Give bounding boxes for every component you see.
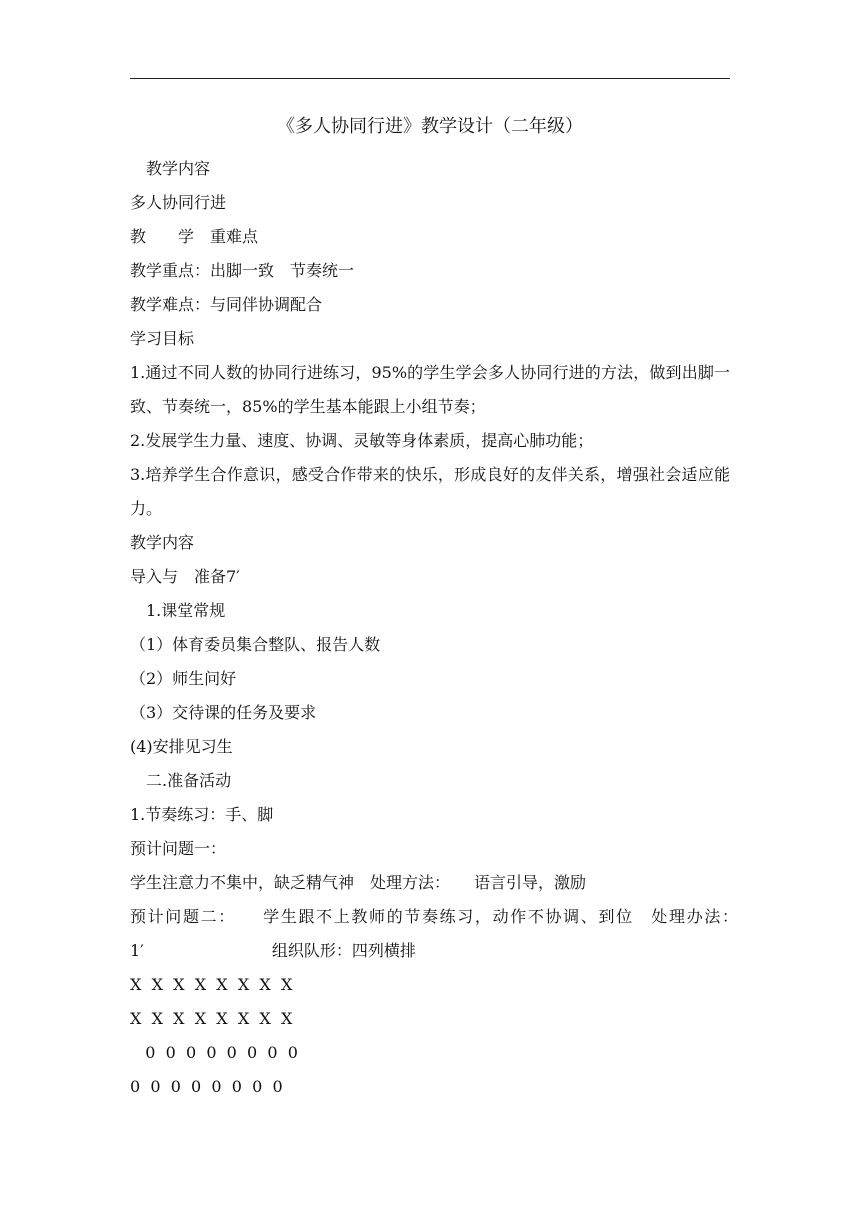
routine-item-2: （2）师生问好 bbox=[130, 669, 237, 688]
formation-row-3: 0 0 0 0 0 0 0 0 bbox=[130, 1043, 298, 1062]
document-body bbox=[130, 152, 779, 1104]
expected-problem-1-line: 学生注意力不集中，缺乏精气神 处理方法： 语言引导，激励 bbox=[130, 873, 587, 892]
heading-key-difficult: 教 学 重难点 bbox=[130, 227, 259, 246]
expected-problem-1-label: 预计问题一： bbox=[130, 839, 227, 858]
rhythm-practice-line: 1.节奏练习：手、脚 bbox=[130, 805, 274, 824]
difficult-point-line: 教学难点：与同伴协调配合 bbox=[130, 295, 323, 314]
goal-item-1: 1.通过不同人数的协同行进练习，95%的学生学会多人协同行进的方法，做到出脚一致、节奏统一，85%的学生基本能跟上小组节奏； bbox=[130, 363, 730, 416]
warmup-heading: 二.准备活动 bbox=[146, 771, 232, 790]
heading-teaching-content-2: 教学内容 bbox=[130, 533, 195, 552]
goal-item-2: 2.发展学生力量、速度、协调、灵敏等身体素质，提高心肺功能； bbox=[130, 431, 594, 450]
intro-prep-line: 导入与 准备7′ bbox=[130, 567, 240, 586]
routine-item-3: （3）交待课的任务及要求 bbox=[130, 703, 317, 722]
routine-item-4: (4)安排见习生 bbox=[130, 737, 233, 756]
key-point-line: 教学重点：出脚一致 节奏统一 bbox=[130, 261, 355, 280]
class-routine-heading: 1.课堂常规 bbox=[146, 601, 226, 620]
formation-row-4: 0 0 0 0 0 0 0 0 bbox=[130, 1077, 283, 1096]
routine-item-1: （1）体育委员集合整队、报告人数 bbox=[130, 635, 381, 654]
expected-problem-2-paragraph: 预计问题二： 学生跟不上教师的节奏练习，动作不协调、到位 处理办法： 1′ 组织队形：四列横排 bbox=[130, 907, 779, 960]
heading-learning-goals: 学习目标 bbox=[130, 329, 195, 348]
formation-row-2: X X X X X X X X bbox=[130, 1009, 293, 1028]
formation-row-1: X X X X X X X X bbox=[130, 975, 293, 994]
goal-item-3: 3.培养学生合作意识，感受合作带来的快乐，形成良好的友伴关系，增强社会适应能力。 bbox=[130, 465, 730, 518]
document-title: 《多人协同行进》教学设计（二年级） bbox=[277, 116, 583, 137]
heading-teaching-content: 教学内容 bbox=[146, 159, 211, 178]
header-rule bbox=[130, 78, 730, 79]
topic-line: 多人协同行进 bbox=[130, 193, 227, 212]
